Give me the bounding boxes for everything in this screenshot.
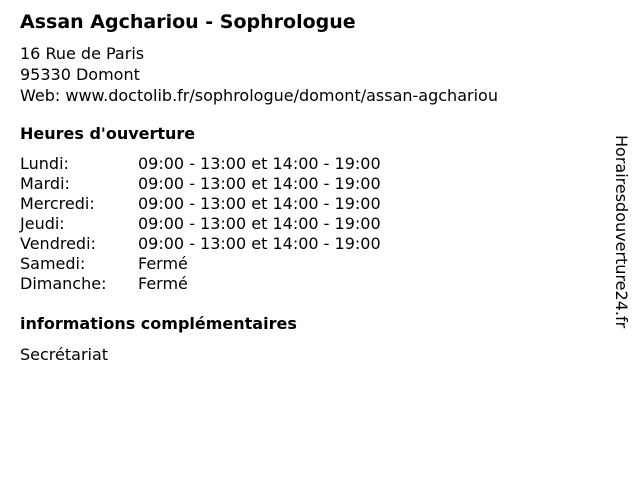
day-label: Mercredi: (20, 194, 95, 213)
business-address (20, 43, 498, 106)
address-street: 16 Rue de Paris (20, 44, 145, 63)
day-label: Jeudi: (20, 214, 65, 233)
day-label: Vendredi: (20, 234, 96, 253)
day-label: Lundi: (20, 154, 69, 173)
day-hours: 09:00 - 13:00 et 14:00 - 19:00 (138, 214, 381, 233)
website-line: Web: www.doctolib.fr/sophrologue/domont/assan-agchariou (20, 86, 498, 105)
business-name: Assan Agchariou - Sophrologue (20, 11, 356, 33)
site-watermark (610, 135, 632, 375)
additional-info-heading: informations complémentaires (20, 314, 297, 333)
day-hours: Fermé (138, 254, 188, 273)
day-label: Dimanche: (20, 274, 107, 293)
additional-info-text: Secrétariat (20, 345, 109, 364)
watermark-text: Horairesdouverture24.fr (612, 135, 631, 329)
day-label: Mardi: (20, 174, 70, 193)
address-city: 95330 Domont (20, 65, 140, 84)
opening-hours-heading: Heures d'ouverture (20, 124, 196, 143)
day-hours: 09:00 - 13:00 et 14:00 - 19:00 (138, 194, 381, 213)
day-hours: 09:00 - 13:00 et 14:00 - 19:00 (138, 174, 381, 193)
day-hours: 09:00 - 13:00 et 14:00 - 19:00 (138, 154, 381, 173)
day-hours: Fermé (138, 274, 188, 293)
day-hours: 09:00 - 13:00 et 14:00 - 19:00 (138, 234, 381, 253)
day-label: Samedi: (20, 254, 86, 273)
